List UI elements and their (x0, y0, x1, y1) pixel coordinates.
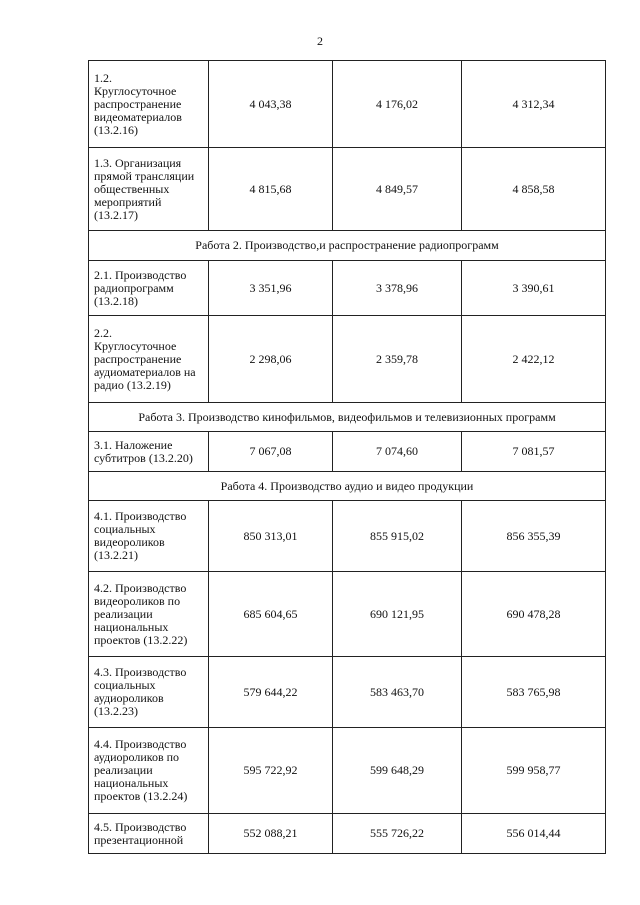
value-year-1: 4 043,38 (209, 61, 333, 148)
value-year-2: 3 378,96 (333, 261, 462, 316)
page-number: 2 (317, 34, 323, 48)
value-year-2: 855 915,02 (333, 501, 462, 572)
value-year-3: 583 765,98 (462, 657, 606, 728)
work-name-cell: 4.2. Производство видеороликов по реализации национальных проектов (13.2.22) (89, 572, 209, 657)
works-cost-table (88, 60, 606, 854)
value-year-1: 552 088,21 (209, 814, 333, 854)
section-row (89, 231, 606, 261)
value-year-1: 2 298,06 (209, 316, 333, 403)
value-year-1: 7 067,08 (209, 432, 333, 472)
table-row (89, 501, 606, 572)
value-year-1: 685 604,65 (209, 572, 333, 657)
value-year-1: 579 644,22 (209, 657, 333, 728)
section-row (89, 403, 606, 432)
table-row (89, 432, 606, 472)
value-year-3: 4 858,58 (462, 148, 606, 231)
section-title: Работа 3. Производство кинофильмов, видеофильмов и телевизионных программ (89, 403, 606, 432)
value-year-2: 2 359,78 (333, 316, 462, 403)
value-year-3: 690 478,28 (462, 572, 606, 657)
value-year-2: 690 121,95 (333, 572, 462, 657)
work-name-cell: 4.4. Производство аудиороликов по реализации национальных проектов (13.2.24) (89, 728, 209, 814)
value-year-2: 4 176,02 (333, 61, 462, 148)
table-row (89, 316, 606, 403)
value-year-3: 556 014,44 (462, 814, 606, 854)
value-year-3: 3 390,61 (462, 261, 606, 316)
value-year-1: 595 722,92 (209, 728, 333, 814)
table-row (89, 572, 606, 657)
value-year-2: 555 726,22 (333, 814, 462, 854)
value-year-3: 4 312,34 (462, 61, 606, 148)
table-row (89, 61, 606, 148)
section-title: Работа 2. Производство,и распространение радиопрограмм (89, 231, 606, 261)
table-row (89, 261, 606, 316)
work-name-cell: 4.3. Производство социальных аудиороликов (13.2.23) (89, 657, 209, 728)
table-row (89, 657, 606, 728)
value-year-1: 850 313,01 (209, 501, 333, 572)
value-year-2: 599 648,29 (333, 728, 462, 814)
value-year-2: 7 074,60 (333, 432, 462, 472)
table-body (89, 61, 606, 854)
work-name-cell: 2.2. Круглосуточное распространение аудиоматериалов на радио (13.2.19) (89, 316, 209, 403)
section-title: Работа 4. Производство аудио и видео продукции (89, 472, 606, 501)
value-year-3: 599 958,77 (462, 728, 606, 814)
work-name-cell: 3.1. Наложение субтитров (13.2.20) (89, 432, 209, 472)
table-row (89, 148, 606, 231)
table-row (89, 728, 606, 814)
value-year-2: 583 463,70 (333, 657, 462, 728)
section-row (89, 472, 606, 501)
work-name-cell: 1.3. Организация прямой трансляции общественных мероприятий (13.2.17) (89, 148, 209, 231)
work-name-cell: 1.2. Круглосуточное распространение видеоматериалов (13.2.16) (89, 61, 209, 148)
value-year-1: 4 815,68 (209, 148, 333, 231)
value-year-3: 856 355,39 (462, 501, 606, 572)
work-name-cell: 2.1. Производство радиопрограмм (13.2.18) (89, 261, 209, 316)
value-year-1: 3 351,96 (209, 261, 333, 316)
value-year-2: 4 849,57 (333, 148, 462, 231)
table-row (89, 814, 606, 854)
work-name-cell: 4.5. Производство презентационной (89, 814, 209, 854)
work-name-cell: 4.1. Производство социальных видеороликов (13.2.21) (89, 501, 209, 572)
value-year-3: 7 081,57 (462, 432, 606, 472)
value-year-3: 2 422,12 (462, 316, 606, 403)
